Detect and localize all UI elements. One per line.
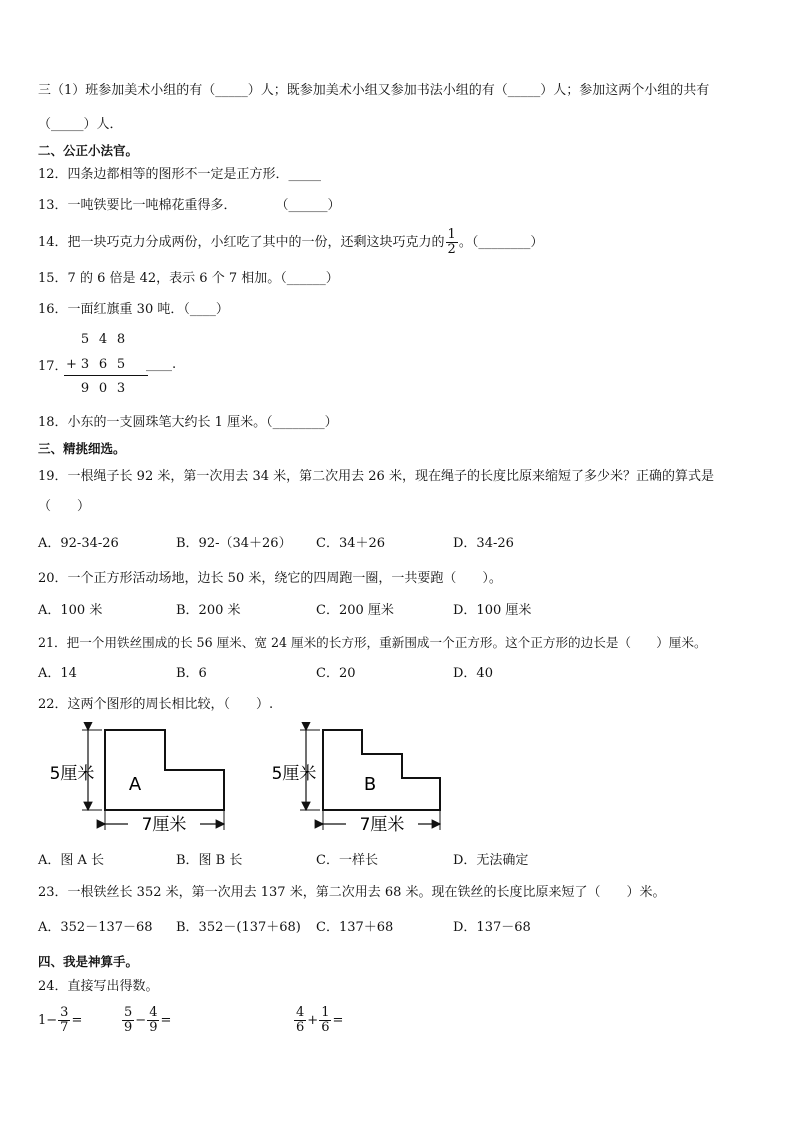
q23-option-c[interactable]: C．137＋68 — [316, 920, 394, 935]
q19-option-d[interactable]: D．34-26 — [453, 536, 514, 551]
digit: 3 — [80, 357, 90, 372]
q20-option-a[interactable]: A．100 米 — [38, 603, 103, 618]
shape-b-height-label: 5厘米 — [271, 764, 317, 784]
q21-option-a[interactable]: A．14 — [38, 666, 77, 681]
fraction — [122, 1006, 134, 1035]
digit: 9 — [80, 381, 90, 396]
denominator: 9 — [149, 1020, 158, 1035]
question-22: 22．这两个图形的周长相比较，（ ）. — [38, 697, 274, 712]
question-19: 19．一根绳子长 92 米，第一次用去 34 米，第二次用去 26 米，现在绳子的长度比原来缩短了多少米？正确的算式是 — [38, 469, 714, 484]
plus-sign: + — [66, 357, 77, 372]
digit: 5 — [116, 357, 126, 372]
q17-blank: ____. — [146, 357, 177, 372]
q11-line2: （_____）人． — [38, 117, 123, 132]
q20-option-b[interactable]: B．200 米 — [176, 603, 241, 618]
section-4-title: 四、我是神算手。 — [38, 954, 139, 969]
shape-b-width-label: 7厘米 — [359, 815, 405, 835]
numerator: 1 — [321, 1005, 330, 1020]
denominator: 6 — [321, 1020, 330, 1035]
question-24: 24．直接写出得数。 — [38, 979, 159, 994]
q20-option-c[interactable]: C．200 厘米 — [316, 603, 394, 618]
shape-a-label: A — [128, 774, 142, 795]
q14-numerator: 1 — [447, 227, 456, 242]
q23-option-d[interactable]: D．137－68 — [453, 920, 531, 935]
minus: − — [135, 1013, 147, 1028]
denominator: 6 — [296, 1020, 305, 1035]
question-12: 12．四条边都相等的图形不一定是正方形．_____ — [38, 167, 322, 182]
question-13: 13．一吨铁要比一吨棉花重得多． （______） — [38, 198, 341, 213]
q22-option-c[interactable]: C．一样长 — [316, 853, 378, 868]
shape-a-height-label: 5厘米 — [49, 764, 95, 784]
q19-option-c[interactable]: C．34＋26 — [316, 536, 386, 551]
digit: 5 — [80, 332, 90, 347]
whole-minus: 1− — [38, 1013, 58, 1028]
shape-b — [272, 730, 440, 835]
fraction — [58, 1006, 70, 1035]
question-15: 15．7 的 6 倍是 42，表示 6 个 7 相加。（______） — [38, 271, 339, 286]
question-18: 18．小东的一支圆珠笔大约长 1 厘米。（________） — [38, 415, 338, 430]
q11-line1: 三（1）班参加美术小组的有（_____）人；既参加美术小组又参加书法小组的有（_____）人；参加这两个小组的共有 — [38, 83, 710, 98]
digit: 6 — [98, 357, 108, 372]
q19-option-b[interactable]: B．92-（34＋26） — [176, 536, 292, 551]
perimeter-figure — [40, 722, 460, 844]
numerator: 4 — [296, 1005, 305, 1020]
numerator: 3 — [60, 1005, 69, 1020]
q14-denominator: 2 — [447, 242, 456, 257]
q20-option-d[interactable]: D．100 厘米 — [453, 603, 532, 618]
question-16: 16．一面红旗重 30 吨．（____） — [38, 302, 229, 317]
q21-option-b[interactable]: B．6 — [176, 666, 207, 681]
question-14 — [38, 228, 543, 257]
question-23: 23．一根铁丝长 352 米，第一次用去 137 米，第二次用去 68 米。现在铁丝的长度比原来短了（ ）米。 — [38, 885, 666, 900]
addend-1 — [76, 332, 130, 347]
question-19-paren: （ ） — [38, 499, 91, 514]
fraction — [294, 1006, 306, 1035]
shape-a-width-label: 7厘米 — [141, 815, 187, 835]
digit: 4 — [98, 332, 108, 347]
digit: 0 — [98, 381, 108, 396]
equals: = — [71, 1013, 83, 1028]
numerator: 4 — [149, 1005, 158, 1020]
q22-option-d[interactable]: D．无法确定 — [453, 853, 529, 868]
equals: = — [160, 1013, 172, 1028]
digit: 3 — [116, 381, 126, 396]
q14-fraction — [446, 228, 458, 257]
numerator: 5 — [124, 1005, 133, 1020]
denominator: 9 — [124, 1020, 133, 1035]
fraction — [147, 1006, 159, 1035]
denominator: 7 — [60, 1020, 69, 1035]
plus: + — [307, 1013, 319, 1028]
q21-option-c[interactable]: C．20 — [316, 666, 356, 681]
q17-label: 17． — [38, 359, 68, 374]
question-21: 21．把一个用铁丝围成的长 56 厘米、宽 24 厘米的长方形，重新围成一个正方形。这个正方形的边长是（ ）厘米。 — [38, 635, 707, 650]
vertical-addition — [64, 332, 204, 402]
sum-line — [64, 375, 148, 376]
calc-expression-1 — [38, 1006, 82, 1035]
shape-b-label: B — [363, 774, 377, 795]
q23-option-a[interactable]: A．352－137－68 — [38, 920, 153, 935]
shape-a — [50, 730, 224, 835]
question-20: 20．一个正方形活动场地，边长 50 米，绕它的四周跑一圈，一共要跑（ ）。 — [38, 571, 502, 586]
section-3-title: 三、精挑细选。 — [38, 441, 126, 456]
equals: = — [332, 1013, 344, 1028]
section-2-title: 二、公正小法官。 — [38, 143, 139, 158]
q19-option-a[interactable]: A．92-34-26 — [38, 536, 119, 551]
q14-text: 14．把一块巧克力分成两份，小红吃了其中的一份，还剩这块巧克力的 — [38, 235, 445, 250]
sum-result — [76, 381, 130, 396]
calc-expression-3 — [293, 1006, 343, 1035]
fraction — [319, 1006, 331, 1035]
q22-option-a[interactable]: A．图 A 长 — [38, 853, 105, 868]
q21-option-d[interactable]: D．40 — [453, 666, 493, 681]
q14-blank: 。（________） — [458, 235, 544, 250]
addend-2 — [76, 357, 130, 372]
digit: 8 — [116, 332, 126, 347]
q22-option-b[interactable]: B．图 B 长 — [176, 853, 243, 868]
calc-expression-2 — [121, 1006, 171, 1035]
q23-option-b[interactable]: B．352－(137＋68) — [176, 920, 301, 935]
